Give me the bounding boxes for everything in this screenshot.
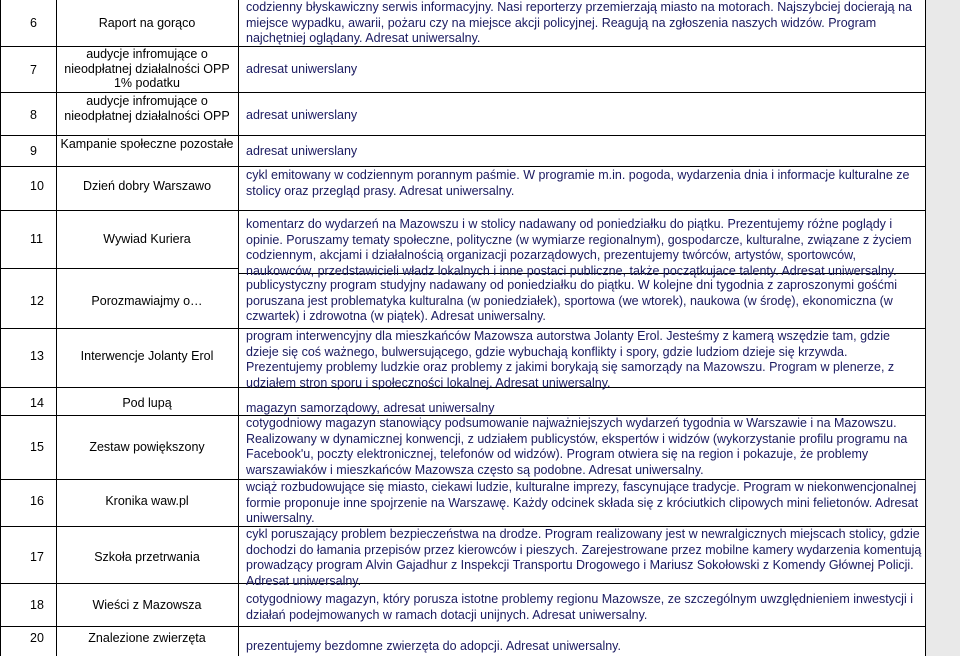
row-number: 8	[30, 108, 37, 122]
program-description: adresat uniwerslany	[246, 108, 358, 122]
grid-line	[0, 210, 926, 211]
program-name: Raport na gorąco	[98, 16, 196, 30]
program-description: adresat uniwerslany	[246, 144, 358, 158]
program-name: Szkoła przetrwania	[94, 550, 200, 564]
row-number: 18	[30, 598, 44, 612]
row-number: 20	[30, 631, 44, 645]
program-name: Wywiad Kuriera	[103, 232, 191, 246]
row-number: 12	[30, 294, 44, 308]
program-name: Kronika waw.pl	[105, 494, 189, 508]
row-number: 13	[30, 349, 44, 363]
program-description: program interwencyjny dla mieszkańców Mazowsza autorstwa Jolanty Erol. Jesteśmy z kamerą wszędzie tam, gdzie dzieje się coś ważnego, bulwersującego, gdzie wybuchają konflikty i spory, gdzie ludziom dzieje się krzywda. Prezentujemy problemy ludzkie oraz problemy z jakimi borykają się samorządy na Mazowszu. Program w plenerze, z udziałem stron sporu i społeczności lokalnej. Adresat uniwersalny.	[246, 329, 895, 390]
program-description: prezentujemy bezdomne zwierzęta do adopcji. Adresat uniwersalny.	[246, 639, 621, 653]
row-number: 9	[30, 144, 37, 158]
program-name: Znalezione zwierzęta	[88, 631, 206, 645]
program-description: cotygodniowy magazyn, który porusza istotne problemy regionu Mazowsze, ze szczególnym uwzględnieniem inwestycji i działań podejmowanych w ramach dotacji unijnych. Adresat uniwersalny.	[246, 592, 913, 622]
program-name: Interwencje Jolanty Erol	[80, 349, 214, 363]
row-number: 14	[30, 396, 44, 410]
program-name: audycje infromujące o nieodpłatnej działalności OPP 1% podatku	[64, 47, 230, 90]
program-description: cykl emitowany w codziennym porannym paśmie. W programie m.in. pogoda, wydarzenia dnia i informacje kulturalne ze stolicy oraz przegląd prasy. Adresat uniwersalny.	[246, 168, 910, 198]
row-number: 16	[30, 494, 44, 508]
row-number: 15	[30, 440, 44, 454]
program-description: codzienny błyskawiczny serwis informacyjny. Nasi reporterzy przemierzają miasto na motorach. Najszybciej docierają na miejsce wypadku, awarii, pożaru czy na miejsce akcji policyjnej. Reagują na zgłoszenia naszych widzów. Program najchętniej oglądany. Adresat uniwersalny.	[246, 0, 912, 45]
row-number: 17	[30, 550, 44, 564]
row-number: 7	[30, 63, 37, 77]
row-number: 10	[30, 179, 44, 193]
grid-line	[0, 135, 926, 136]
program-description: wciąż rozbudowujące się miasto, ciekawi ludzie, kulturalne imprezy, fascynujące tradycje. Program w niekonwencjonalnej formie proponuje inne spojrzenie na Warszawę. Każdy odcinek składa się z króciutkich clipowych mini felietonów. Adresat uniwersalny.	[246, 480, 919, 525]
program-name: Zestaw powiększony	[89, 440, 205, 454]
program-name: Porozmawiajmy o…	[91, 294, 203, 308]
program-description: komentarz do wydarzeń na Mazowszu i w stolicy nadawany od poniedziałku do piątku. Prezentujemy różne poglądy i opinie. Poruszamy tematy społeczne, polityczne (w wymiarze regionalnym), gospodarcze, kulturalne, związane z życiem codziennym, akcjami i działalnością organizacji pozarządowych, prezentujemy twórców, artystów, sportowców, naukowców, przedstawicieli władz lokalnych i inne postaci publiczne, także początkujace talenty. Adresat uniwersalny.	[246, 217, 912, 278]
program-description: adresat uniwerslany	[246, 62, 358, 76]
row-number: 6	[30, 16, 37, 30]
program-name: audycje infromujące o nieodpłatnej działalności OPP	[64, 94, 230, 123]
program-name: Pod lupą	[122, 396, 172, 410]
program-name: Wieści z Mazowsza	[92, 598, 202, 612]
program-name: Dzień dobry Warszawo	[82, 179, 212, 193]
program-description: cotygodniowy magazyn stanowiący podsumowanie najważniejszych wydarzeń tygodnia w Warszawie i na Mazowszu. Realizowany w dynamicznej konwencji, z udziałem publicystów, ekspertów i widzów (wykorzystanie profilu programu na Facebook'u, poczty elektronicznej, telefonów od widzów). Program otwiera się na region i pokazuje, że problemy warszawiaków i mieszkańców Mazowsza często są podobne. Adresat uniwersalny.	[246, 416, 908, 477]
grid-line	[0, 626, 926, 627]
program-description: publicystyczny program studyjny nadawany od poniedziałku do piątku. W kolejne dni tygodnia z zaproszonymi gośćmi poruszana jest problematyka kulturalna (w poniedziałek), sportowa (we wtorek), naukowa (w środę), ekonomiczna (w czwartek) i zdrowotna (w piątek). Adresat uniwersalny.	[246, 278, 898, 323]
grid-line	[0, 166, 926, 167]
program-description: cykl poruszający problem bezpieczeństwa na drodze. Program realizowany jest w newralgicznych miejscach stolicy, gdzie dochodzi do łamania przepisów przez kierowców i pieszych. Zarejestrowane przez mobilne kamery wydarzenia komentują prowadzący program Alvin Gajadhur z Inspekcji Transportu Drogowego i Mariusz Sokołowski z Komendy Głównej Policji. Adresat uniwersalny.	[246, 527, 922, 588]
program-description: magazyn samorządowy, adresat uniwersalny	[246, 401, 495, 415]
grid-line	[0, 92, 926, 93]
grid-line	[0, 268, 238, 269]
row-number: 11	[30, 232, 43, 246]
program-name: Kampanie społeczne pozostałe	[60, 137, 234, 151]
